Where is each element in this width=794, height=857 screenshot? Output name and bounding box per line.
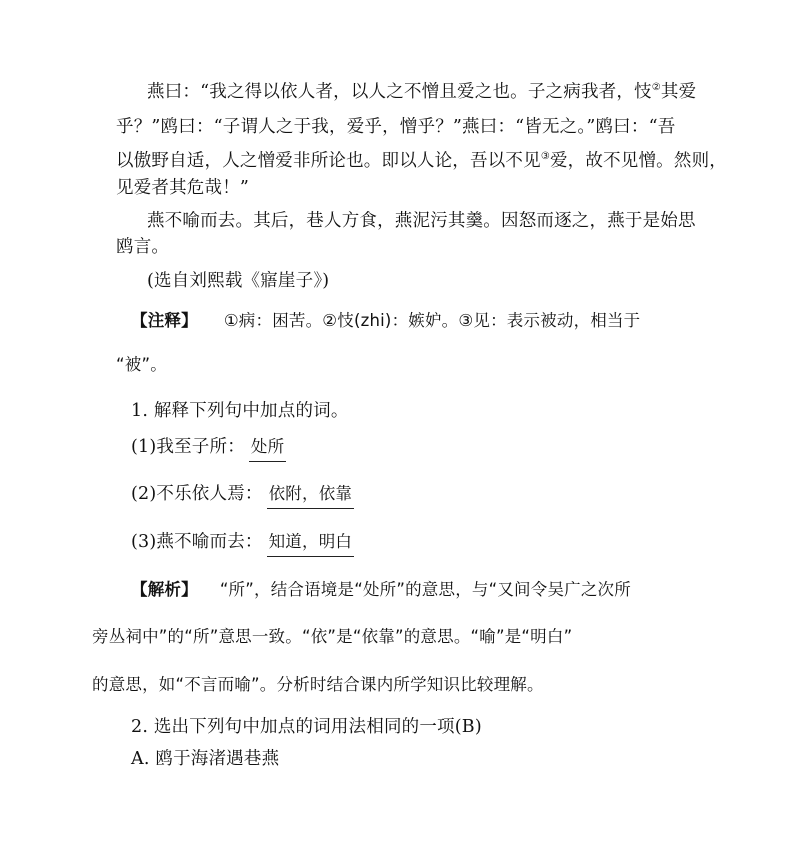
passage-line-6: 鸥言。 xyxy=(116,237,170,257)
passage-source: (选自刘熙载《寤崖子》) xyxy=(147,271,330,291)
analysis-line-3: 的意思，如“不言而喻”。分析时结合课内所学知识比较理解。 xyxy=(92,675,544,694)
notes-line-1: 【注释】 ①病：困苦。②忮(zhi)：嫉妒。③见：表示被动，相当于 xyxy=(131,311,641,330)
passage-line-2: 乎？”鸥曰：“子谓人之于我，爱乎，憎乎？”燕曰：“皆无之。”鸥曰：“吾 xyxy=(116,117,676,137)
question-1-stem: 1. 解释下列句中加点的词。 xyxy=(131,401,349,421)
notes-label: 【注释】 xyxy=(131,311,198,330)
passage-line-5: 燕不喻而去。其后，巷人方食，燕泥污其羹。因怒而逐之，燕于是始思 xyxy=(147,211,696,231)
answer-3: 知道，明白 xyxy=(267,531,355,557)
passage-line-1: 燕曰：“我之得以依人者，以人之不憎且爱之也。子之病我者，忮②其爱 xyxy=(147,82,697,102)
answer-1: 处所 xyxy=(249,436,286,462)
notes-line-2: “被”。 xyxy=(116,355,167,374)
question-1-item-2: (2)不乐依人焉： 依附，依靠 xyxy=(131,483,354,509)
question-1-item-3: (3)燕不喻而去： 知道，明白 xyxy=(131,531,354,557)
analysis-line-2: 旁丛祠中”的“所”意思一致。“依”是“依靠”的意思。“喻”是“明白” xyxy=(92,627,573,646)
passage-line-4: 见爱者其危哉！” xyxy=(116,178,250,198)
question-2-stem: 2. 选出下列句中加点的词用法相同的一项(B) xyxy=(131,717,482,737)
question-2-option-a: A. 鸥于海渚遇巷燕 xyxy=(131,749,280,769)
question-1-item-1: (1)我至子所： 处所 xyxy=(131,436,286,462)
analysis-line-1: 【解析】 “所”，结合语境是“处所”的意思，与“又间令吴广之次所 xyxy=(131,580,631,599)
analysis-label: 【解析】 xyxy=(131,580,198,599)
answer-2: 依附，依靠 xyxy=(267,483,355,509)
passage-line-3: 以傲野自适，人之憎爱非所论也。即以人论，吾以不见③爱，故不见憎。然则， xyxy=(116,151,727,171)
